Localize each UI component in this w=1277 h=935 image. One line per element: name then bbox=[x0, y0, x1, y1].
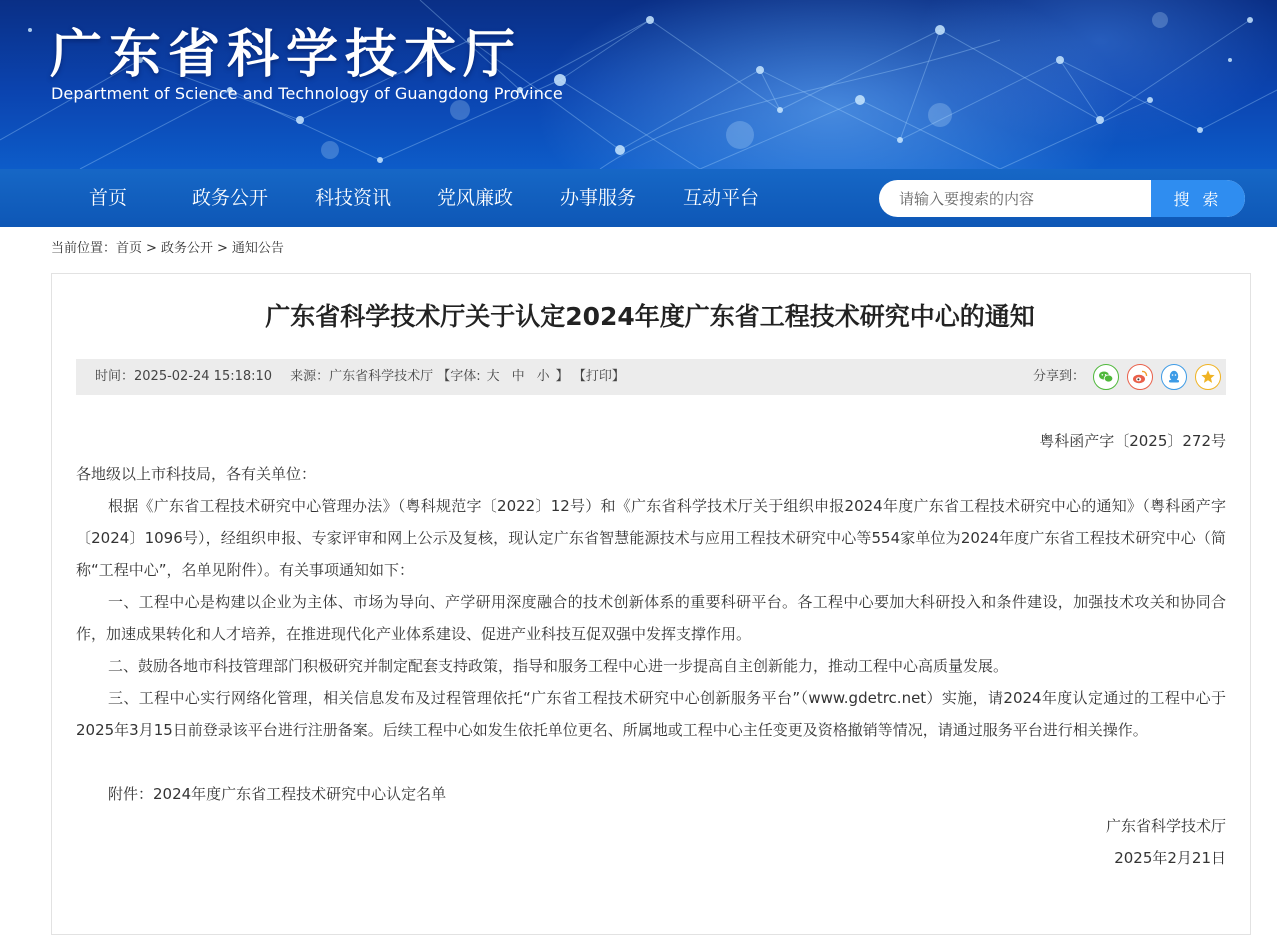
breadcrumb-home[interactable]: 首页 bbox=[116, 241, 143, 256]
share-label: 分享到： bbox=[1033, 369, 1086, 384]
issue-date: 2025年2月21日 bbox=[1114, 849, 1226, 867]
nav-item-party-integrity[interactable]: 党风廉政 bbox=[437, 187, 514, 209]
signature: 广东省科学技术厅 bbox=[1105, 817, 1226, 835]
attachment-link[interactable]: 附件：2024年度广东省工程技术研究中心认定名单 bbox=[108, 785, 447, 803]
wechat-icon[interactable] bbox=[1093, 364, 1119, 390]
font-size-medium[interactable]: 中 bbox=[511, 369, 525, 384]
font-size-large[interactable]: 大 bbox=[486, 369, 500, 384]
nav-item-home[interactable]: 首页 bbox=[89, 187, 128, 209]
article-source: 来源：广东省科学技术厅 bbox=[290, 369, 434, 384]
spacer bbox=[76, 746, 1226, 778]
nav-item-sci-tech-news[interactable]: 科技资讯 bbox=[315, 187, 392, 209]
document-number: 粤科函产字〔2025〕272号 bbox=[1039, 432, 1226, 450]
font-size-label-open: 【字体: bbox=[437, 369, 481, 384]
salutation: 各地级以上市科技局，各有关单位： bbox=[76, 465, 317, 483]
body-paragraph: 一、工程中心是构建以企业为主体、市场为导向、产学研用深度融合的技术创新体系的重要科研平台。各工程中心要加大科研投入和条件建设，加强技术攻关和协同合作，加速成果转化和人才培养，在推进现代化产业体系建设、促进产业科技互促双强中发挥支撑作用。 bbox=[76, 593, 1226, 643]
nav-item-services[interactable]: 办事服务 bbox=[560, 187, 637, 209]
header-banner bbox=[0, 0, 1277, 169]
nav-item-interaction[interactable]: 互动平台 bbox=[683, 187, 760, 209]
search-button[interactable]: 搜 索 bbox=[1151, 180, 1245, 217]
article-meta-bar bbox=[76, 359, 1226, 395]
weibo-icon[interactable] bbox=[1127, 364, 1153, 390]
breadcrumb bbox=[51, 237, 284, 256]
article-title: 广东省科学技术厅关于认定2024年度广东省工程技术研究中心的通知 bbox=[265, 302, 1035, 331]
publish-time: 时间：2025-02-24 15:18:10 bbox=[95, 369, 273, 384]
qq-icon[interactable] bbox=[1161, 364, 1187, 390]
print-link[interactable]: 【打印】 bbox=[572, 369, 625, 384]
site-title: 广东省科学技术厅 bbox=[50, 25, 523, 85]
favorite-icon[interactable] bbox=[1195, 364, 1221, 390]
font-size-label-close: 】 bbox=[555, 369, 569, 384]
body-paragraph: 二、鼓励各地市科技管理部门积极研究并制定配套支持政策，指导和服务工程中心进一步提高自主创新能力，推动工程中心高质量发展。 bbox=[108, 657, 1009, 675]
nav-item-government-affairs[interactable]: 政务公开 bbox=[192, 187, 269, 209]
breadcrumb-prefix: 当前位置： bbox=[51, 241, 117, 256]
breadcrumb-separator: > bbox=[216, 241, 228, 256]
site-subtitle: Department of Science and Technology of Guangdong Province bbox=[51, 84, 563, 103]
breadcrumb-government-affairs[interactable]: 政务公开 bbox=[160, 241, 213, 256]
search-input[interactable] bbox=[879, 180, 1151, 217]
breadcrumb-notices[interactable]: 通知公告 bbox=[231, 241, 284, 256]
body-paragraph: 根据《广东省工程技术研究中心管理办法》（粤科规范字〔2022〕12号）和《广东省科学技术厅关于组织申报2024年度广东省工程技术研究中心的通知》（粤科函产字〔2024〕1096号），经组织申报、专家评审和网上公示及复核，现认定广东省智慧能源技术与应用工程技术研究中心等554家单位为2024年度广东省工程技术研究中心（简称“工程中心”，名单见附件）。有关事项通知如下： bbox=[76, 497, 1226, 579]
breadcrumb-separator: > bbox=[146, 241, 157, 256]
search-box bbox=[879, 180, 1245, 217]
font-size-small[interactable]: 小 bbox=[536, 369, 550, 384]
body-paragraph: 三、工程中心实行网络化管理，相关信息发布及过程管理依托“广东省工程技术研究中心创新服务平台”（www.gdetrc.net）实施，请2024年度认定通过的工程中心于2025年3月15日前登录该平台进行注册备案。后续工程中心如发生依托单位更名、所属地或工程中心主任变更及资格撤销等情况，请通过服务平台进行相关操作。 bbox=[76, 689, 1226, 739]
article-body bbox=[76, 458, 1226, 874]
